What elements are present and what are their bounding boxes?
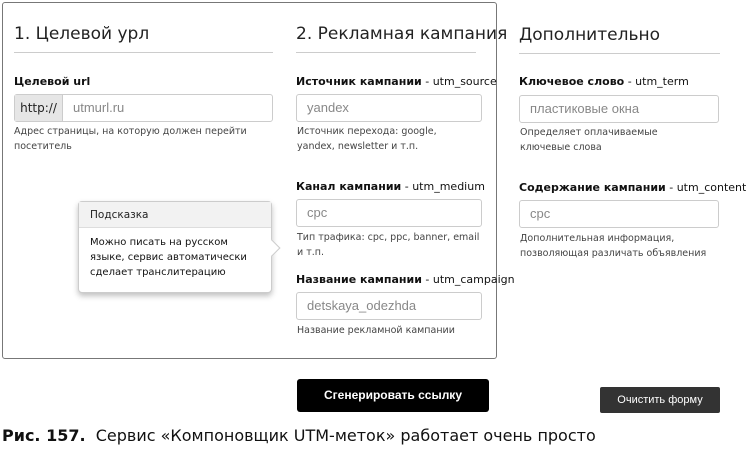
utm-medium-label-text: Канал кампании	[296, 180, 402, 193]
divider	[14, 52, 273, 53]
hint-tooltip	[78, 201, 272, 293]
utm-content-input[interactable]: cpc	[519, 200, 719, 228]
section-title-additional: Дополнительно	[519, 25, 660, 45]
utm-source-help: Источник перехода: google, yandex, newsletter и т.п.	[297, 126, 437, 152]
utm-campaign-help: Название рекламной кампании	[297, 325, 455, 336]
generate-link-button[interactable]: Сгенерировать ссылку	[297, 379, 489, 412]
utm-campaign-label	[296, 273, 515, 286]
utm-content-label-text: Содержание кампании	[519, 181, 666, 194]
utm-term-label	[519, 75, 689, 88]
utm-campaign-label-text: Название кампании	[296, 273, 422, 286]
divider	[296, 52, 476, 53]
section-title-campaign: 2. Рекламная кампания	[296, 24, 508, 44]
utm-source-param: - utm_source	[421, 75, 497, 88]
figure-caption-text: Сервис «Компоновщик UTM-меток» работает очень просто	[95, 426, 596, 445]
utm-source-label	[296, 75, 497, 88]
utm-medium-param: - utm_medium	[401, 180, 485, 193]
section-title-target-url: 1. Целевой урл	[14, 24, 150, 44]
target-url-input[interactable]	[14, 94, 273, 122]
utm-source-input[interactable]: yandex	[296, 94, 482, 122]
target-url-help: Адрес страницы, на которую должен перейти посетитель	[14, 126, 247, 152]
utm-content-param: - utm_content	[665, 181, 746, 194]
target-url-value: utmurl.ru	[73, 100, 125, 115]
url-prefix-addon: http://	[15, 95, 63, 121]
utm-term-param: - utm_term	[624, 75, 689, 88]
clear-form-button[interactable]: Очистить форму	[600, 387, 720, 413]
utm-content-label	[519, 181, 746, 194]
utm-medium-input[interactable]: cpc	[296, 199, 482, 227]
figure-number: Рис. 157.	[2, 426, 86, 445]
utm-term-help: Определяет оплачиваемые ключевые слова	[520, 127, 658, 153]
tooltip-text: Можно писать на русском языке, сервис автоматически сделает транслитерацию	[90, 237, 247, 278]
utm-term-input[interactable]: пластиковые окна	[519, 95, 719, 123]
utm-content-help: Дополнительная информация, позволяющая различать объявления	[520, 233, 707, 259]
utm-source-label-text: Источник кампании	[296, 75, 422, 88]
utm-campaign-input[interactable]: detskaya_odezhda	[296, 292, 482, 320]
utm-medium-label	[296, 180, 485, 193]
utm-term-label-text: Ключевое слово	[519, 75, 625, 88]
tooltip-title: Подсказка	[79, 202, 271, 228]
utm-medium-help: Тип трафика: cpc, ppc, banner, email и т.п.	[297, 232, 480, 258]
target-url-label: Целевой url	[14, 75, 91, 88]
figure-caption	[2, 426, 596, 445]
divider	[519, 53, 720, 54]
utm-campaign-param: - utm_campaign	[421, 273, 515, 286]
